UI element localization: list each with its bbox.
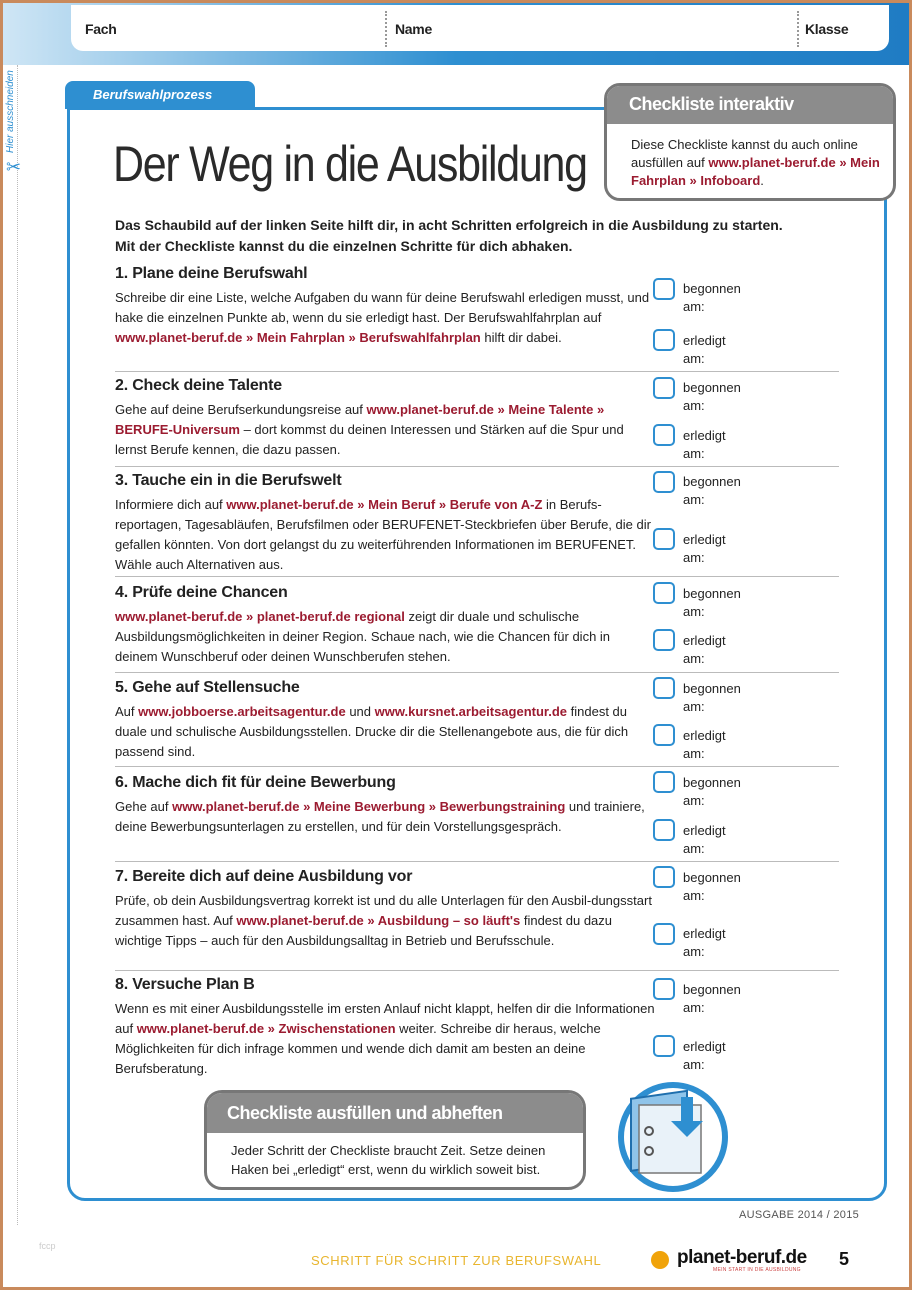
step-6 <box>115 774 655 837</box>
step-divider <box>115 466 839 467</box>
step-text: Prüfe, ob dein Ausbildungsvertrag korrekt ist und du alle Unterlagen für den Ausbil-dungsstart zusammen hast. Auf www.planet-beruf.de » Ausbildung – so läuft's findest du dazu wichtige Tipps – auch für den Ausbildungsalltag in Betrieb und Berufsschule. <box>115 893 652 948</box>
label-erledigt: erledigt am: <box>683 823 726 856</box>
fill-box-heading: Checkliste ausfüllen und abheften <box>207 1093 583 1133</box>
step-title: 6. Mache dich fit für deine Bewerbung <box>115 774 396 791</box>
label-begonnen: begonnen am: <box>683 870 741 903</box>
binder-icon <box>601 1075 731 1193</box>
section-tab: Berufswahlprozess <box>65 81 255 109</box>
checkbox-erledigt-4[interactable] <box>653 629 675 651</box>
step-title: 2. Check deine Talente <box>115 377 282 394</box>
step-divider <box>115 766 839 767</box>
field-separator <box>385 11 387 47</box>
step-title: 8. Versuche Plan B <box>115 976 255 993</box>
step-text: Schreibe dir eine Liste, welche Aufgaben du wann für deine Berufswahl erledigen musst, und hake die einzelnen Punkte ab, wenn du sie erledigt hast. Der Berufswahlfahrplan auf www.planet-beruf.de » Mein Fahrplan » Berufswahlfahrplan hilft dir dabei. <box>115 290 650 345</box>
step-link[interactable]: www.planet-beruf.de » Meine Bewerbung » Bewerbungstraining <box>172 799 566 814</box>
fill-box-text: Jeder Schritt der Checkliste braucht Zeit. Setze deinen Haken bei „erledigt“ erst, wenn du wirklich soweit bist. <box>231 1143 546 1177</box>
page-number: 5 <box>839 1249 850 1269</box>
checkbox-begonnen-3[interactable] <box>653 471 675 493</box>
step-7 <box>115 868 655 951</box>
page-title: Der Weg in die Ausbildung <box>113 136 587 192</box>
step-divider <box>115 672 839 673</box>
checkbox-erledigt-7[interactable] <box>653 923 675 945</box>
label-begonnen: begonnen am: <box>683 586 741 619</box>
planet-beruf-logo: planet-beruf.de MEIN START IN DIE AUSBILDUNG <box>647 1245 817 1275</box>
checkbox-erledigt-1[interactable] <box>653 329 675 351</box>
label-begonnen: begonnen am: <box>683 281 741 314</box>
intro-text: Das Schaubild auf der linken Seite hilft dir, in acht Schritten erfolgreich in die Ausbildung zu starten. Mit der Checkliste kannst du die einzelnen Schritte für dich abhaken. <box>115 217 783 254</box>
label-begonnen: begonnen am: <box>683 982 741 1015</box>
label-erledigt: erledigt am: <box>683 633 726 666</box>
faint-mark: fccp <box>39 1241 56 1251</box>
checkbox-begonnen-2[interactable] <box>653 377 675 399</box>
klasse-label: Klasse <box>805 21 849 37</box>
checkbox-erledigt-8[interactable] <box>653 1035 675 1057</box>
label-begonnen: begonnen am: <box>683 474 741 507</box>
step-text: Wenn es mit einer Ausbildungsstelle im ersten Anlauf nicht klappt, helfen dir die Informationen auf www.planet-beruf.de » Zwischenstationen weiter. Schreibe dir heraus, welche Möglichkeiten für dich infrage kommen und wende dich damit am besten an deine Berufsberatung. <box>115 1001 655 1076</box>
step-text: Gehe auf www.planet-beruf.de » Meine Bewerbung » Bewerbungstraining und trainiere, deine Bewerbungsunterlagen zu erstellen, und für dein Vorstellungsgespräch. <box>115 799 645 834</box>
label-erledigt: erledigt am: <box>683 1039 726 1072</box>
checkbox-begonnen-5[interactable] <box>653 677 675 699</box>
step-divider <box>115 371 839 372</box>
step-2 <box>115 377 655 460</box>
step-divider <box>115 576 839 577</box>
cut-line <box>17 65 18 1225</box>
name-label: Name <box>395 21 432 37</box>
step-5 <box>115 679 655 762</box>
step-link[interactable]: www.planet-beruf.de » Mein Fahrplan » Berufswahlfahrplan <box>115 330 481 345</box>
checkbox-begonnen-1[interactable] <box>653 278 675 300</box>
checkbox-erledigt-2[interactable] <box>653 424 675 446</box>
field-separator <box>797 11 799 47</box>
step-divider <box>115 861 839 862</box>
planet-icon <box>651 1251 669 1269</box>
step-1 <box>115 265 655 348</box>
label-erledigt: erledigt am: <box>683 428 726 461</box>
fach-label: Fach <box>85 21 117 37</box>
step-title: 3. Tauche ein in die Berufswelt <box>115 472 342 489</box>
step-link[interactable]: www.planet-beruf.de » Zwischenstationen <box>136 1021 396 1036</box>
label-begonnen: begonnen am: <box>683 380 741 413</box>
step-8 <box>115 976 655 1079</box>
cut-here-text: Hier ausschneiden <box>5 70 16 153</box>
step-title: 7. Bereite dich auf deine Ausbildung vor <box>115 868 413 885</box>
checkbox-erledigt-5[interactable] <box>653 724 675 746</box>
step-title: 4. Prüfe deine Chancen <box>115 584 288 601</box>
worksheet-page <box>3 3 909 1287</box>
name-fields-bar <box>71 5 889 51</box>
checkbox-begonnen-6[interactable] <box>653 771 675 793</box>
footer-slogan: SCHRITT FÜR SCHRITT ZUR BERUFSWAHL <box>311 1253 602 1268</box>
label-erledigt: erledigt am: <box>683 728 726 761</box>
label-erledigt: erledigt am: <box>683 532 726 565</box>
fill-and-file-box <box>204 1090 586 1190</box>
online-box-text: Diese Checkliste kannst du auch online ausfüllen auf www.planet-beruf.de » Mein Fahrplan » Infoboard. <box>631 137 880 188</box>
step-title: 1. Plane deine Berufswahl <box>115 265 308 282</box>
step-link[interactable]: www.planet-beruf.de » Ausbildung – so läuft's <box>236 913 521 928</box>
checkbox-erledigt-6[interactable] <box>653 819 675 841</box>
label-erledigt: erledigt am: <box>683 333 726 366</box>
step-text: www.planet-beruf.de » planet-beruf.de regional zeigt dir duale und schulische Ausbildungsmöglichkeiten in deiner Region. Schaue nach, wie die Chancen für dich in deinem Wunschberuf oder deinen Wunschberufen stehen. <box>115 609 611 664</box>
checkbox-begonnen-4[interactable] <box>653 582 675 604</box>
step-4 <box>115 584 655 667</box>
step-link[interactable]: www.kursnet.arbeitsagentur.de <box>374 704 568 719</box>
step-text: Informiere dich auf www.planet-beruf.de » Mein Beruf » Berufe von A-Z in Berufs-reportagen, Tagesabläufen, Berufsfilmen oder BERUFENET-Steckbriefen über Berufe, die dir gefallen könnten. Von dort gelangst du zu weiterführenden Informationen im BERUFENET. Wähle auch Alternativen aus. <box>115 497 651 572</box>
label-begonnen: begonnen am: <box>683 681 741 714</box>
edition-label: AUSGABE 2014 / 2015 <box>739 1209 860 1221</box>
step-text: Gehe auf deine Berufserkundungsreise auf www.planet-beruf.de » Meine Talente » BERUFE-Universum – dort kommst du deinen Interessen und Stärken auf die Spur und lernst Berufe kennen, die dazu passen. <box>115 402 624 457</box>
step-divider <box>115 970 839 971</box>
step-link[interactable]: www.planet-beruf.de » planet-beruf.de regional <box>115 609 405 624</box>
checkbox-erledigt-3[interactable] <box>653 528 675 550</box>
step-link[interactable]: www.planet-beruf.de » Mein Beruf » Berufe von A-Z <box>226 497 543 512</box>
step-link[interactable]: www.planet-beruf.de » Meine Talente » BERUFE-Universum <box>115 402 605 437</box>
label-begonnen: begonnen am: <box>683 775 741 808</box>
online-checklist-box <box>604 83 896 201</box>
step-link[interactable]: www.jobboerse.arbeitsagentur.de <box>138 704 346 719</box>
online-link[interactable]: www.planet-beruf.de » Mein Fahrplan » Infoboard <box>631 155 880 188</box>
step-title: 5. Gehe auf Stellensuche <box>115 679 300 696</box>
step-3 <box>115 472 655 575</box>
checkbox-begonnen-8[interactable] <box>653 978 675 1000</box>
online-box-heading: Checkliste interaktiv <box>607 86 893 124</box>
checkbox-begonnen-7[interactable] <box>653 866 675 888</box>
scissors-icon: ✂ <box>6 157 22 177</box>
label-erledigt: erledigt am: <box>683 926 726 959</box>
step-text: Auf www.jobboerse.arbeitsagentur.de und www.kursnet.arbeitsagentur.de findest du duale und schulische Ausbildungsstellen. Drucke dir die Stellenangebote aus, die für dich passend sind. <box>115 704 629 759</box>
